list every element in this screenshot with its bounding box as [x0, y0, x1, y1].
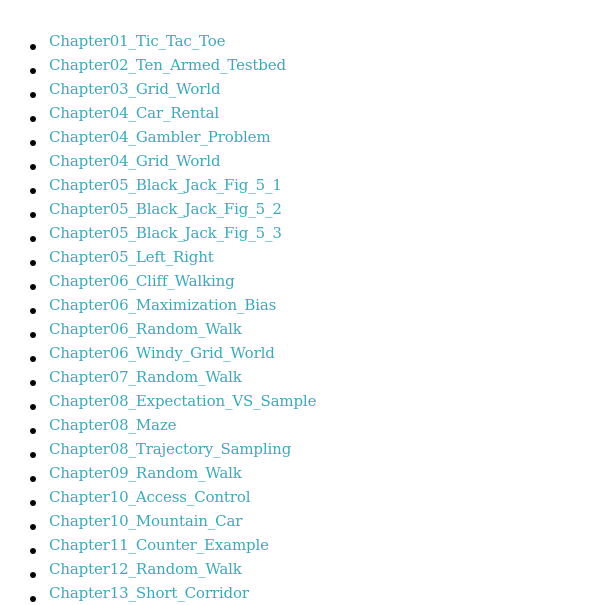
bullet-icon	[30, 548, 36, 554]
chapter-link[interactable]: Chapter05_Black_Jack_Fig_5_2	[49, 200, 282, 218]
bullet-icon	[30, 572, 36, 578]
bullet-icon	[30, 116, 36, 122]
chapter-link[interactable]: Chapter08_Expectation_VS_Sample	[49, 392, 317, 410]
chapter-link[interactable]: Chapter04_Car_Rental	[49, 104, 220, 122]
list-item	[0, 125, 316, 149]
bullet-icon	[30, 188, 36, 194]
bullet-icon	[30, 404, 36, 410]
list-item	[0, 485, 316, 509]
chapter-link[interactable]: Chapter13_Short_Corridor	[49, 584, 249, 602]
chapter-link[interactable]: Chapter06_Random_Walk	[49, 320, 242, 338]
bullet-icon	[30, 260, 36, 266]
list-item	[0, 341, 316, 365]
list-item	[0, 317, 316, 341]
list-item	[0, 461, 316, 485]
bullet-icon	[30, 596, 36, 602]
bullet-icon	[30, 524, 36, 530]
chapter-link[interactable]: Chapter05_Left_Right	[49, 248, 214, 266]
bullet-icon	[30, 92, 36, 98]
bullet-icon	[30, 476, 36, 482]
bullet-icon	[30, 44, 36, 50]
chapter-link[interactable]: Chapter04_Gambler_Problem	[49, 128, 271, 146]
chapter-link[interactable]: Chapter02_Ten_Armed_Testbed	[49, 56, 286, 74]
chapter-link[interactable]: Chapter05_Black_Jack_Fig_5_1	[49, 176, 282, 194]
list-item	[0, 173, 316, 197]
list-item	[0, 413, 316, 437]
bullet-icon	[30, 164, 36, 170]
list-item	[0, 581, 316, 605]
list-item	[0, 533, 316, 557]
chapter-link[interactable]: Chapter06_Cliff_Walking	[49, 272, 235, 290]
list-item	[0, 269, 316, 293]
bullet-icon	[30, 140, 36, 146]
chapter-link[interactable]: Chapter06_Windy_Grid_World	[49, 344, 275, 362]
list-item	[0, 149, 316, 173]
chapter-link[interactable]: Chapter11_Counter_Example	[49, 536, 269, 554]
bullet-icon	[30, 332, 36, 338]
chapter-link[interactable]: Chapter05_Black_Jack_Fig_5_3	[49, 224, 282, 242]
chapter-link[interactable]: Chapter06_Maximization_Bias	[49, 296, 277, 314]
list-item	[0, 389, 316, 413]
list-item	[0, 221, 316, 245]
bullet-icon	[30, 380, 36, 386]
list-item	[0, 293, 316, 317]
chapter-link[interactable]: Chapter03_Grid_World	[49, 80, 221, 98]
bullet-icon	[30, 428, 36, 434]
list-item	[0, 53, 316, 77]
chapter-link[interactable]: Chapter08_Maze	[49, 416, 177, 434]
list-item	[0, 29, 316, 53]
list-item	[0, 509, 316, 533]
list-item	[0, 557, 316, 581]
list-item	[0, 197, 316, 221]
list-item	[0, 437, 316, 461]
bullet-icon	[30, 356, 36, 362]
chapter-link[interactable]: Chapter10_Mountain_Car	[49, 512, 243, 530]
list-item	[0, 365, 316, 389]
list-item	[0, 77, 316, 101]
bullet-icon	[30, 500, 36, 506]
chapter-link[interactable]: Chapter12_Random_Walk	[49, 560, 242, 578]
chapter-link[interactable]: Chapter09_Random_Walk	[49, 464, 242, 482]
chapter-link-list	[0, 29, 316, 605]
list-item	[0, 101, 316, 125]
bullet-icon	[30, 452, 36, 458]
chapter-link[interactable]: Chapter01_Tic_Tac_Toe	[49, 32, 226, 50]
chapter-link[interactable]: Chapter07_Random_Walk	[49, 368, 242, 386]
chapter-link[interactable]: Chapter10_Access_Control	[49, 488, 251, 506]
chapter-link[interactable]: Chapter04_Grid_World	[49, 152, 221, 170]
bullet-icon	[30, 212, 36, 218]
bullet-icon	[30, 236, 36, 242]
bullet-icon	[30, 284, 36, 290]
list-item	[0, 245, 316, 269]
chapter-link[interactable]: Chapter08_Trajectory_Sampling	[49, 440, 292, 458]
bullet-icon	[30, 308, 36, 314]
bullet-icon	[30, 68, 36, 74]
